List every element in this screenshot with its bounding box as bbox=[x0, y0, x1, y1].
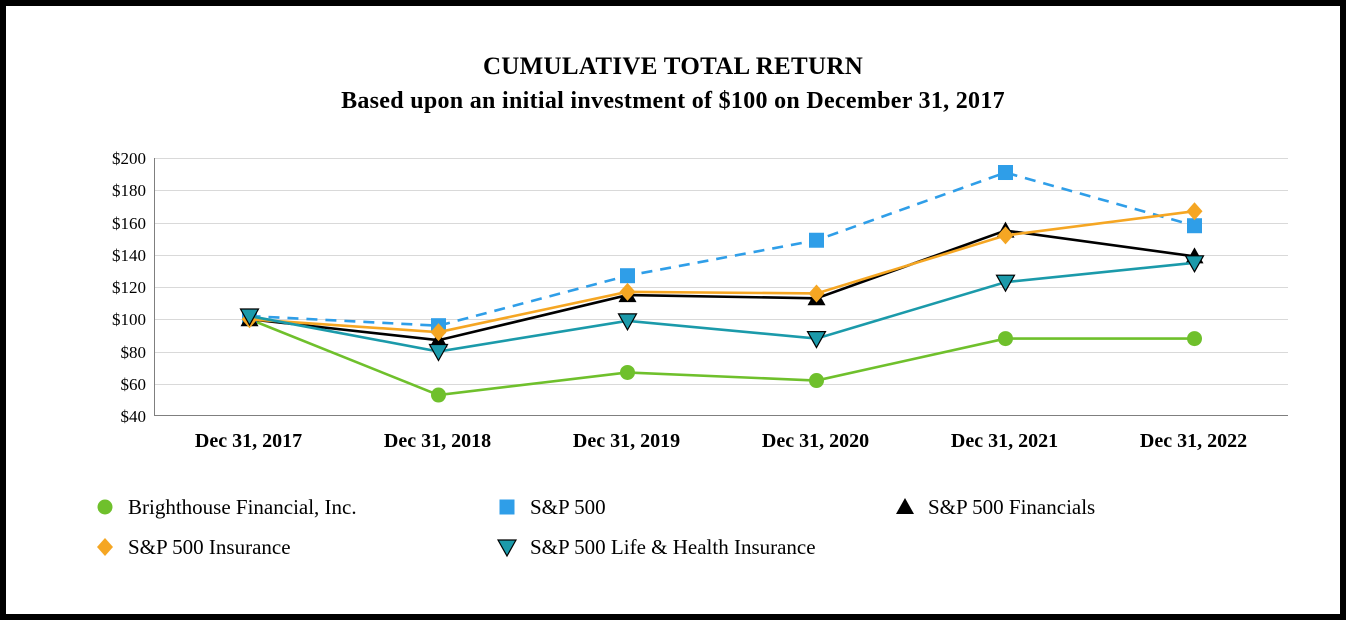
data-point-marker bbox=[998, 331, 1013, 346]
y-axis-tick-label: $100 bbox=[112, 310, 146, 330]
x-axis-tick-label: Dec 31, 2021 bbox=[950, 430, 1059, 452]
data-point-marker bbox=[809, 373, 824, 388]
x-axis-tick-label: Dec 31, 2020 bbox=[761, 430, 870, 452]
legend-item bbox=[94, 534, 291, 560]
data-point-marker bbox=[809, 233, 824, 248]
y-axis-tick-label: $140 bbox=[112, 245, 146, 265]
data-point-marker bbox=[998, 165, 1013, 180]
legend-item bbox=[496, 494, 606, 520]
chart-title-block bbox=[6, 50, 1340, 118]
series-s-p-500-life-health-insurance bbox=[241, 256, 1204, 361]
legend-marker-icon bbox=[94, 496, 116, 518]
legend-label: Brighthouse Financial, Inc. bbox=[128, 494, 357, 519]
data-point-marker bbox=[500, 500, 515, 515]
data-point-marker bbox=[808, 332, 826, 348]
legend-marker-icon bbox=[894, 496, 916, 518]
x-axis-tick-label: Dec 31, 2022 bbox=[1139, 430, 1248, 452]
series-line bbox=[250, 173, 1195, 326]
data-point-marker bbox=[1187, 218, 1202, 233]
y-axis-tick-label: $120 bbox=[112, 278, 146, 297]
y-axis-tick-label: $80 bbox=[120, 342, 146, 362]
legend-item bbox=[496, 534, 816, 560]
data-point-marker bbox=[430, 345, 448, 361]
legend-item bbox=[94, 494, 357, 520]
legend-marker-icon bbox=[496, 536, 518, 558]
chart-legend bbox=[6, 476, 1340, 586]
series-s-p-500-insurance bbox=[242, 202, 1203, 341]
data-point-marker bbox=[1187, 331, 1202, 346]
legend-label: S&P 500 Life & Health Insurance bbox=[530, 534, 816, 559]
legend-label: S&P 500 Financials bbox=[928, 494, 1096, 519]
data-point-marker bbox=[620, 268, 635, 283]
data-point-marker bbox=[98, 500, 113, 515]
legend-label: S&P 500 bbox=[530, 494, 606, 519]
data-point-marker bbox=[998, 226, 1014, 244]
x-axis-tick-label: Dec 31, 2019 bbox=[572, 430, 681, 452]
y-axis-tick-label: $160 bbox=[112, 213, 146, 233]
y-axis-tick-label: $180 bbox=[112, 181, 146, 201]
chart-canvas bbox=[6, 6, 1340, 614]
plot-area bbox=[154, 158, 1288, 416]
data-point-marker bbox=[431, 388, 446, 403]
plot-wrapper bbox=[6, 144, 1340, 464]
legend-marker-icon bbox=[496, 496, 518, 518]
series-brighthouse-financial-inc bbox=[242, 312, 1202, 403]
series-line bbox=[250, 211, 1195, 332]
data-point-marker bbox=[498, 540, 516, 556]
x-axis-tick-label: Dec 31, 2018 bbox=[383, 430, 492, 452]
x-axis-tick-label: Dec 31, 2017 bbox=[194, 430, 303, 452]
data-point-marker bbox=[620, 365, 635, 380]
y-axis-tick-label: $60 bbox=[120, 374, 146, 394]
legend-label: S&P 500 Insurance bbox=[128, 534, 291, 559]
y-axis-tick-label: $40 bbox=[120, 407, 146, 426]
legend-item bbox=[894, 494, 1095, 520]
chart-subtitle: Based upon an initial investment of $100 on December 31, 2017 bbox=[341, 88, 1005, 114]
data-point-marker bbox=[97, 538, 113, 556]
y-axis-tick-label: $200 bbox=[112, 149, 146, 168]
series-layer bbox=[155, 158, 1289, 446]
legend-marker-icon bbox=[94, 536, 116, 558]
chart-title: CUMULATIVE TOTAL RETURN bbox=[482, 53, 864, 80]
data-point-marker bbox=[1187, 202, 1203, 220]
data-point-marker bbox=[896, 498, 914, 514]
series-s-p-500 bbox=[242, 165, 1202, 333]
